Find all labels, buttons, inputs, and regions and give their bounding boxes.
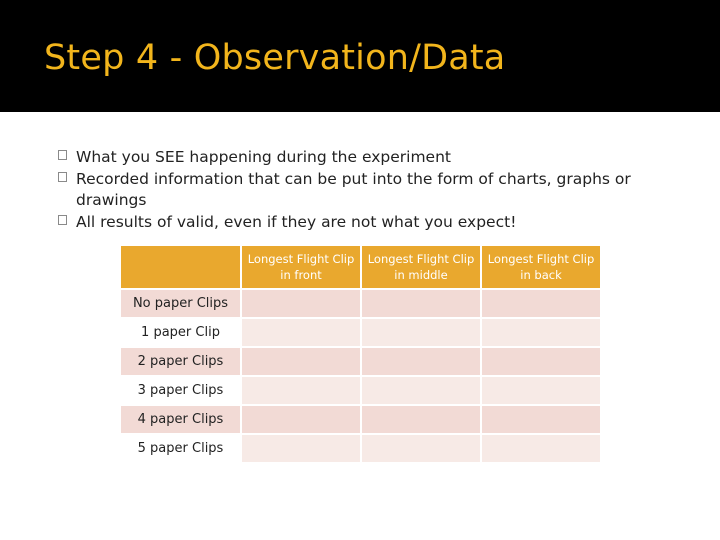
table-cell xyxy=(241,434,361,463)
table-cell xyxy=(361,434,481,463)
bullet-item xyxy=(62,169,672,212)
bullet-text: What you SEE happening during the experiment xyxy=(76,148,451,166)
table-header-cell: Longest Flight Clip in middle xyxy=(361,245,481,289)
table-cell xyxy=(241,318,361,347)
table-cell xyxy=(241,405,361,434)
table-cell xyxy=(481,405,601,434)
row-label: 5 paper Clips xyxy=(120,434,241,463)
table-row xyxy=(120,376,601,405)
row-label: 1 paper Clip xyxy=(120,318,241,347)
slide-title: Step 4 - Observation/Data xyxy=(44,38,506,78)
table-header-cell: Longest Flight Clip in back xyxy=(481,245,601,289)
table-cell xyxy=(481,376,601,405)
row-label: 2 paper Clips xyxy=(120,347,241,376)
row-label: 3 paper Clips xyxy=(120,376,241,405)
bullet-item xyxy=(62,212,672,234)
bullet-list xyxy=(62,147,672,233)
table-cell xyxy=(241,376,361,405)
row-label: No paper Clips xyxy=(120,289,241,318)
row-label: 4 paper Clips xyxy=(120,405,241,434)
square-bullet-icon xyxy=(58,215,67,225)
square-bullet-icon xyxy=(58,150,67,160)
table-cell xyxy=(481,289,601,318)
table-cell xyxy=(481,318,601,347)
table-cell xyxy=(241,289,361,318)
table-cell xyxy=(361,405,481,434)
table-row xyxy=(120,318,601,347)
table-cell xyxy=(241,347,361,376)
table-cell xyxy=(361,318,481,347)
table-header-row xyxy=(120,245,601,289)
table-cell xyxy=(361,347,481,376)
square-bullet-icon xyxy=(58,172,67,182)
data-table xyxy=(119,244,602,464)
table-cell xyxy=(361,376,481,405)
table-row xyxy=(120,405,601,434)
bullet-text: All results of valid, even if they are not what you expect! xyxy=(76,212,517,231)
table-header-cell xyxy=(120,245,241,289)
table-header-cell: Longest Flight Clip in front xyxy=(241,245,361,289)
bullet-text: Recorded information that can be put into the form of charts, graphs or drawings xyxy=(76,169,631,209)
table-cell xyxy=(361,289,481,318)
table-row xyxy=(120,347,601,376)
table-row xyxy=(120,289,601,318)
table-cell xyxy=(481,347,601,376)
title-band xyxy=(0,0,720,112)
table-row xyxy=(120,434,601,463)
table-cell xyxy=(481,434,601,463)
bullet-item xyxy=(62,147,672,169)
